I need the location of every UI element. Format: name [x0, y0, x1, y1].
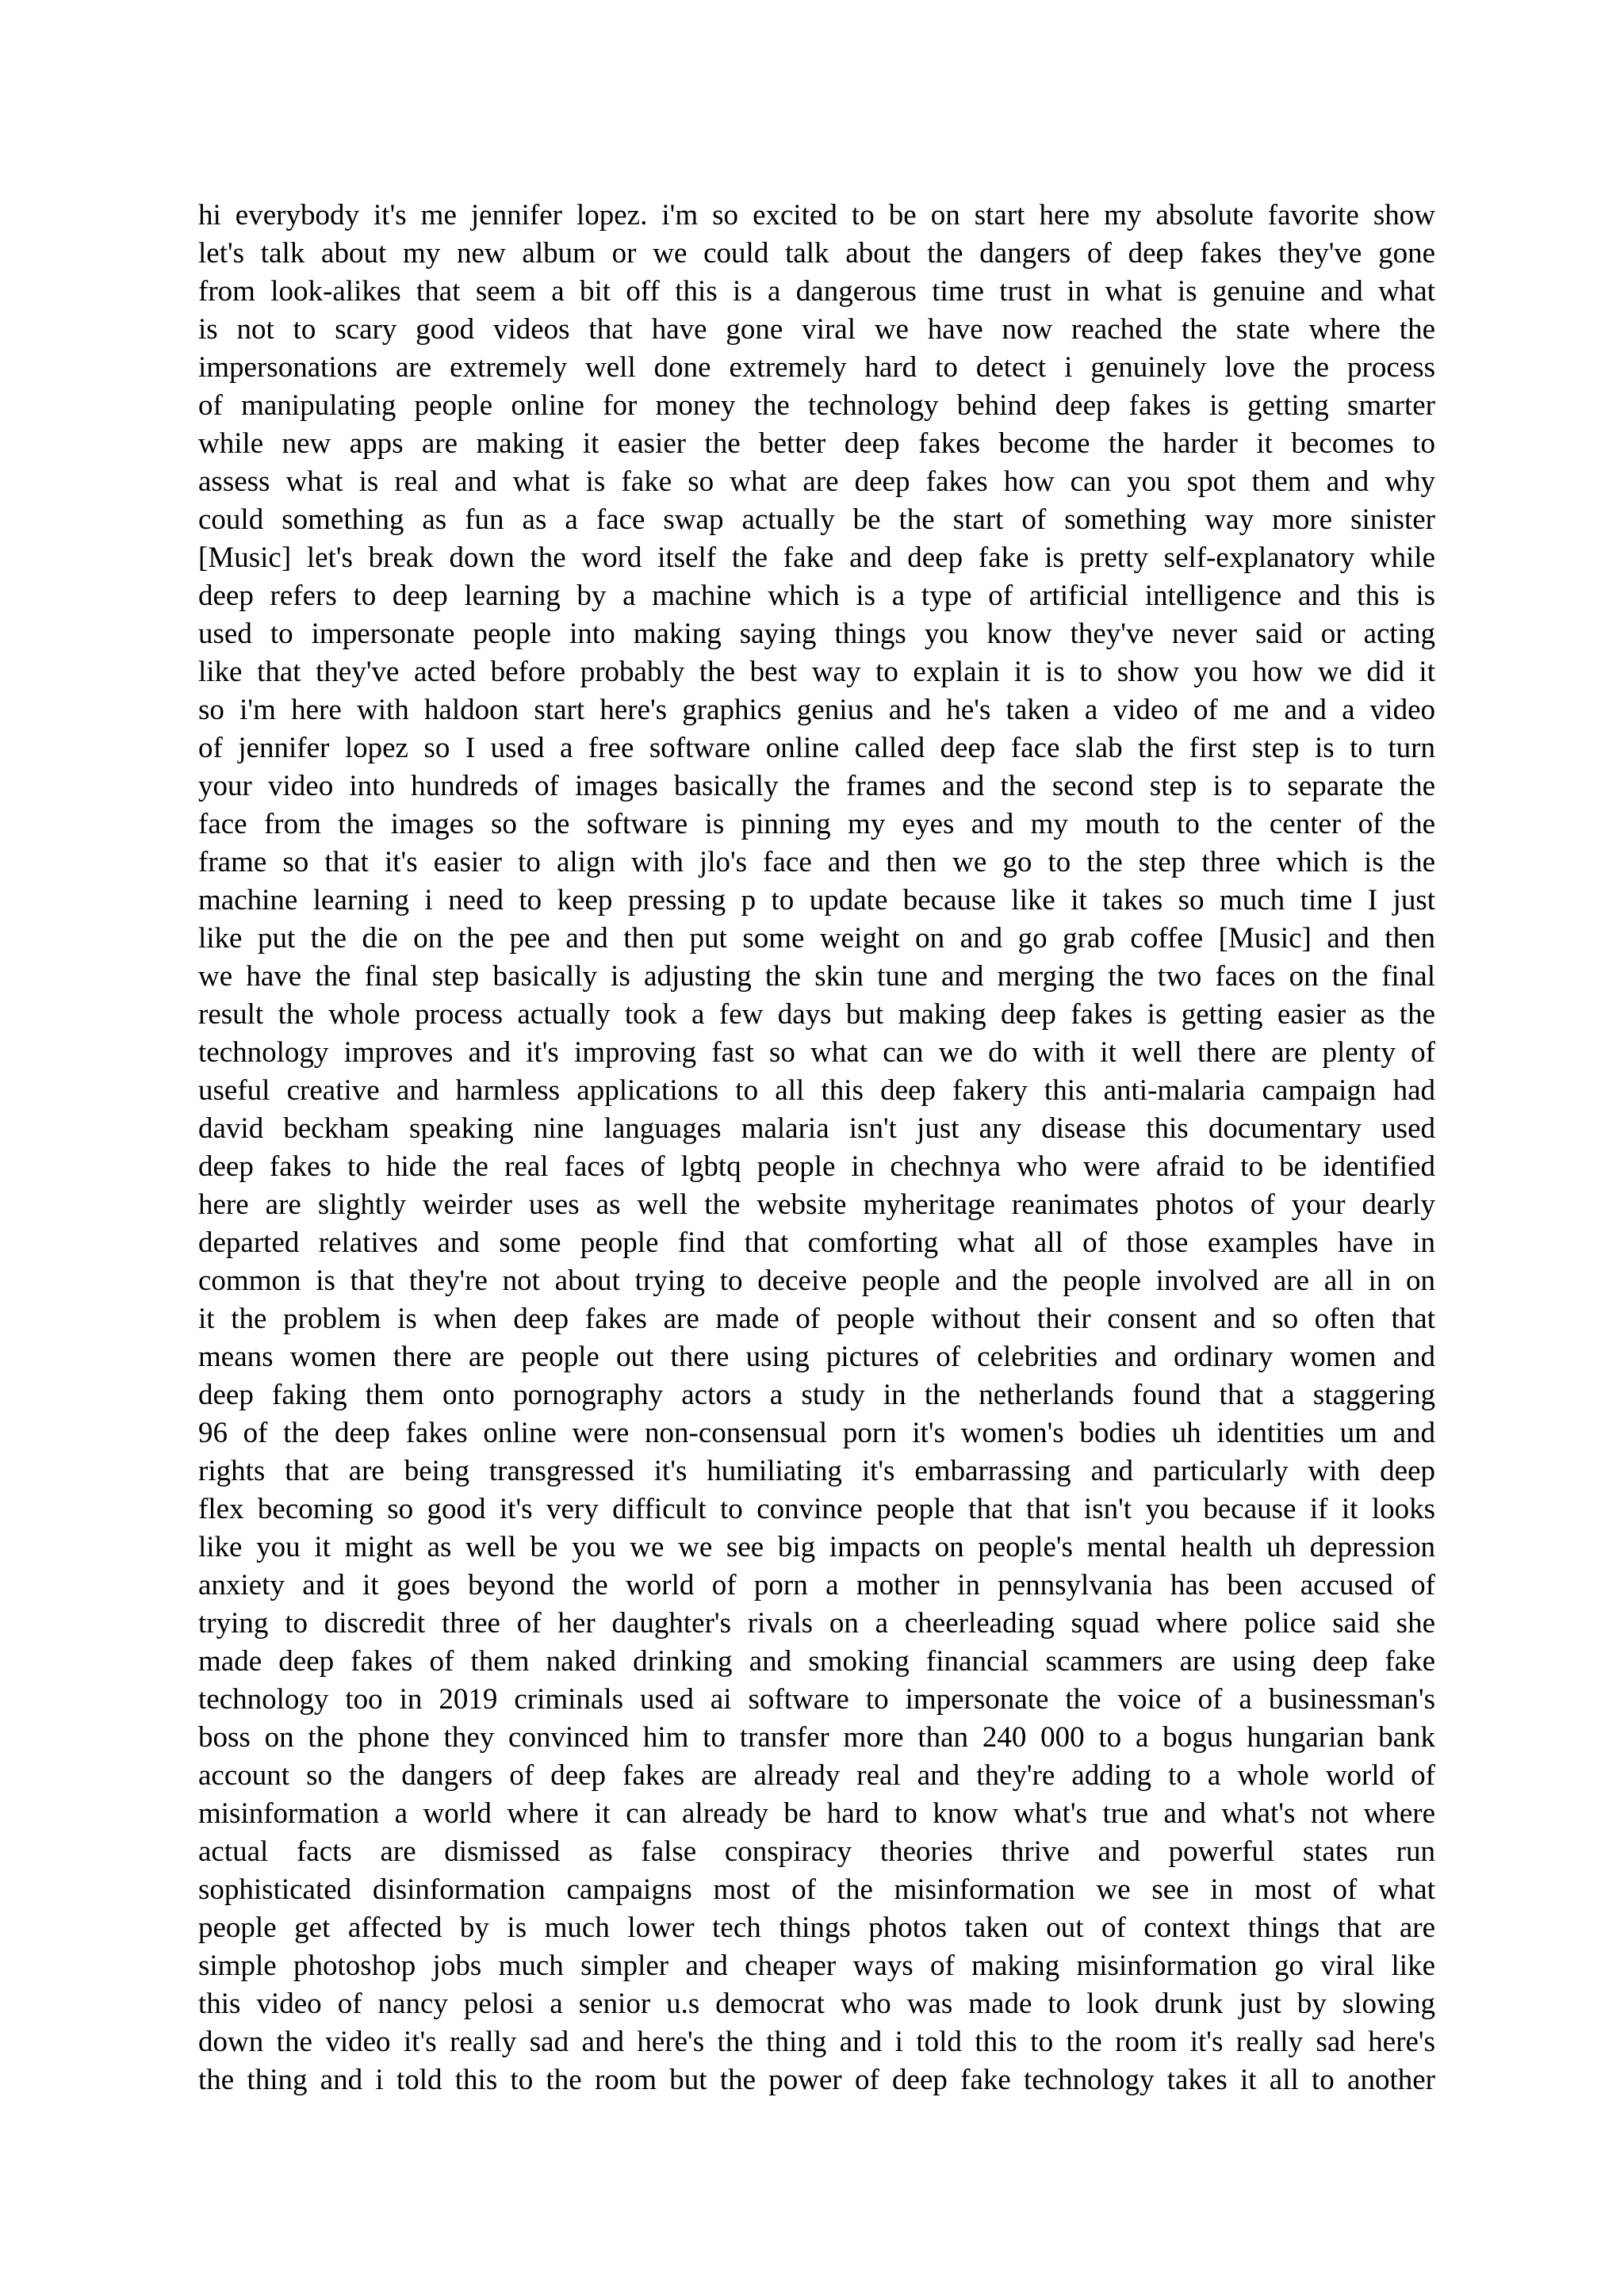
text-line: we have the final step basically is adjusting the skin tune and merging the two faces on the final [198, 960, 1435, 993]
text-line: rights that are being transgressed it's humiliating it's embarrassing and particularly with deep [198, 1455, 1435, 1487]
text-line: so i'm here with haldoon start here's graphics genius and he's taken a video of me and a video [198, 694, 1435, 726]
text-line: let's talk about my new album or we could talk about the dangers of deep fakes they've gone [198, 237, 1435, 270]
text-line: down the video it's really sad and here's the thing and i told this to the room it's really sad here's [198, 2026, 1435, 2058]
transcript-text [198, 197, 1435, 2099]
text-line: like put the die on the pee and then put some weight on and go grab coffee [Music] and then [198, 922, 1435, 955]
text-line: boss on the phone they convinced him to transfer more than 240 000 to a bogus hungarian bank [198, 1721, 1435, 1754]
text-line: flex becoming so good it's very difficult to convince people that that isn't you because if it looks [198, 1493, 1435, 1525]
text-line: hi everybody it's me jennifer lopez. i'm so excited to be on start here my absolute favorite show [198, 199, 1435, 232]
text-line: misinformation a world where it can already be hard to know what's true and what's not where [198, 1797, 1435, 1830]
text-line: this video of nancy pelosi a senior u.s democrat who was made to look drunk just by slowing [198, 1988, 1435, 2020]
text-line: from look-alikes that seem a bit off this is a dangerous time trust in what is genuine and what [198, 275, 1435, 308]
text-line: anxiety and it goes beyond the world of porn a mother in pennsylvania has been accused of [198, 1569, 1435, 1601]
text-line: simple photoshop jobs much simpler and cheaper ways of making misinformation go viral like [198, 1950, 1435, 1982]
text-line: deep fakes to hide the real faces of lgbtq people in chechnya who were afraid to be identified [198, 1150, 1435, 1183]
text-line: like you it might as well be you we we see big impacts on people's mental health uh depression [198, 1531, 1435, 1563]
text-line: the thing and i told this to the room but the power of deep fake technology takes it all to another [198, 2064, 1435, 2096]
text-line: impersonations are extremely well done extremely hard to detect i genuinely love the process [198, 351, 1435, 384]
text-line: frame so that it's easier to align with jlo's face and then we go to the step three which is the [198, 846, 1435, 878]
text-line: your video into hundreds of images basically the frames and the second step is to separate the [198, 770, 1435, 802]
text-line: sophisticated disinformation campaigns most of the misinformation we see in most of what [198, 1873, 1435, 1906]
text-line: deep faking them onto pornography actors a study in the netherlands found that a staggering [198, 1379, 1435, 1411]
text-line: technology improves and it's improving fast so what can we do with it well there are plenty of [198, 1036, 1435, 1069]
text-line: used to impersonate people into making saying things you know they've never said or acting [198, 618, 1435, 650]
text-line: of jennifer lopez so I used a free software online called deep face slab the first step is to turn [198, 732, 1435, 764]
text-line: 96 of the deep fakes online were non-consensual porn it's women's bodies uh identities um and [198, 1417, 1435, 1449]
text-line: face from the images so the software is pinning my eyes and my mouth to the center of the [198, 808, 1435, 840]
text-line: while new apps are making it easier the better deep fakes become the harder it becomes to [198, 427, 1435, 460]
text-line: like that they've acted before probably the best way to explain it is to show you how we did it [198, 656, 1435, 688]
text-line: [Music] let's break down the word itself the fake and deep fake is pretty self-explanatory while [198, 541, 1435, 574]
text-line: trying to discredit three of her daughter's rivals on a cheerleading squad where police said she [198, 1607, 1435, 1640]
text-line: machine learning i need to keep pressing p to update because like it takes so much time I just [198, 884, 1435, 916]
text-line: it the problem is when deep fakes are made of people without their consent and so often that [198, 1303, 1435, 1335]
text-line: people get affected by is much lower tech things photos taken out of context things that are [198, 1911, 1435, 1944]
text-line: deep refers to deep learning by a machine which is a type of artificial intelligence and this is [198, 580, 1435, 612]
text-line: made deep fakes of them naked drinking and smoking financial scammers are using deep fake [198, 1645, 1435, 1678]
text-line: could something as fun as a face swap actually be the start of something way more sinister [198, 503, 1435, 536]
text-line: actual facts are dismissed as false conspiracy theories thrive and powerful states run [198, 1835, 1435, 1868]
text-line: account so the dangers of deep fakes are already real and they're adding to a whole world of [198, 1759, 1435, 1792]
text-line: result the whole process actually took a few days but making deep fakes is getting easier as the [198, 998, 1435, 1031]
text-line: assess what is real and what is fake so what are deep fakes how can you spot them and why [198, 465, 1435, 498]
text-line: technology too in 2019 criminals used ai software to impersonate the voice of a businessman's [198, 1683, 1435, 1716]
text-line: is not to scary good videos that have gone viral we have now reached the state where the [198, 313, 1435, 346]
text-line: means women there are people out there using pictures of celebrities and ordinary women and [198, 1341, 1435, 1373]
text-line: useful creative and harmless applications to all this deep fakery this anti-malaria campaign had [198, 1074, 1435, 1107]
text-line: here are slightly weirder uses as well the website myheritage reanimates photos of your dearly [198, 1188, 1435, 1221]
text-line: david beckham speaking nine languages malaria isn't just any disease this documentary used [198, 1112, 1435, 1145]
text-line: common is that they're not about trying to deceive people and the people involved are all in on [198, 1265, 1435, 1297]
text-line: departed relatives and some people find that comforting what all of those examples have in [198, 1226, 1435, 1259]
text-line: of manipulating people online for money the technology behind deep fakes is getting smarter [198, 389, 1435, 422]
